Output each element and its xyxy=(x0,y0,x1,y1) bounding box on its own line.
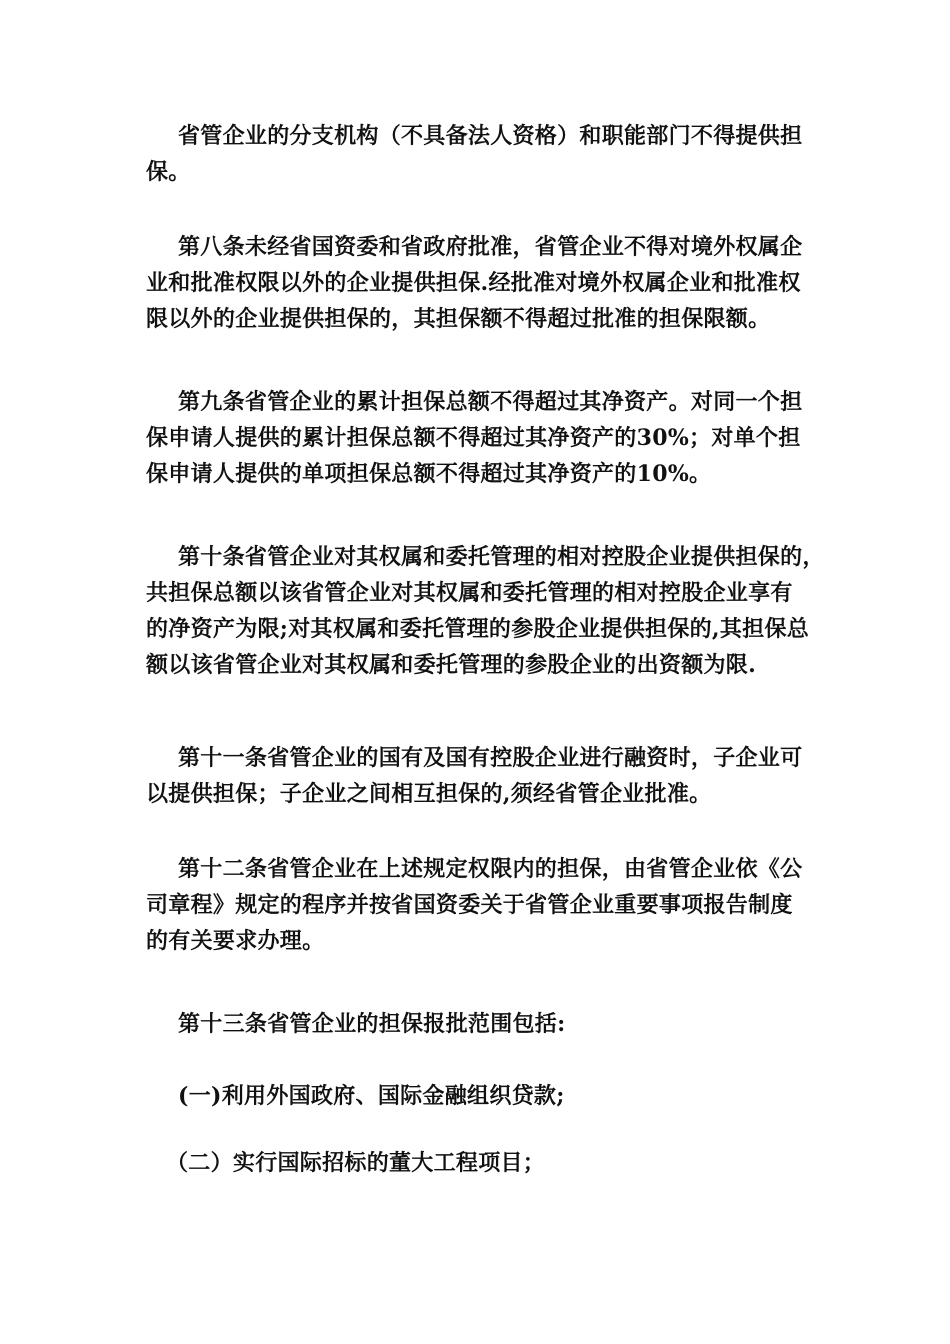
text-line: 限以外的企业提供担保的，其担保额不得超过批准的担保限额。 xyxy=(146,306,771,332)
text-line: 额以该省管企业对其权属和委托管理的参股企业的出资额为限. xyxy=(146,652,757,678)
text-line: 第十一条省管企业的国有及国有控股企业进行融资时，子企业可 xyxy=(178,745,803,771)
text-line: 保申请人提供的单项担保总额不得超过其净资产的10%。 xyxy=(146,461,712,487)
text-line: 业和批准权限以外的企业提供担保.经批准对境外权属企业和批准权 xyxy=(146,270,801,296)
paragraph-branch-guarantee xyxy=(146,118,818,190)
text-line: 第十二条省管企业在上述规定权限内的担保，由省管企业依《公 xyxy=(178,856,803,882)
text-line: 第九条省管企业的累计担保总额不得超过其净资产。对同一个担 xyxy=(178,389,803,415)
paragraph-article-9 xyxy=(146,384,818,492)
text-line: 第十条省管企业对其权属和委托管理的相对控股企业提供担保的， xyxy=(178,544,825,570)
text-line: （二）实行国际招标的董大工程项目； xyxy=(166,1150,546,1176)
text-line: 保申请人提供的累计担保总额不得超过其净资产的30%；对单个担 xyxy=(146,425,801,451)
paragraph-article-11 xyxy=(146,740,818,812)
text-line: 保。 xyxy=(146,159,191,185)
list-item-1 xyxy=(146,1078,818,1114)
text-line: 共担保总额以该省管企业对其权属和委托管理的相对控股企业享有 xyxy=(146,580,793,606)
paragraph-article-13 xyxy=(146,1006,818,1042)
text-line: 第十三条省管企业的担保报批范围包括: xyxy=(178,1011,566,1037)
text-line: 第八条未经省国资委和省政府批准，省管企业不得对境外权属企 xyxy=(178,234,803,260)
text-line: 司章程》规定的程序并按省国资委关于省管企业重要事项报告制度 xyxy=(146,892,793,918)
text-line: 省管企业的分支机构（不具备法人资格）和职能部门不得提供担 xyxy=(178,123,803,149)
text-line: (一)利用外国政府、国际金融组织贷款; xyxy=(178,1083,565,1109)
list-item-2 xyxy=(146,1145,818,1181)
text-line: 以提供担保；子企业之间相互担保的,须经省管企业批准。 xyxy=(146,781,712,807)
paragraph-article-10 xyxy=(146,539,825,683)
text-line: 的净资产为限;对其权属和委托管理的参股企业提供担保的,其担保总 xyxy=(146,616,810,642)
text-line: 的有关要求办理。 xyxy=(146,928,325,954)
paragraph-article-12 xyxy=(146,851,818,959)
paragraph-article-8 xyxy=(146,229,818,337)
